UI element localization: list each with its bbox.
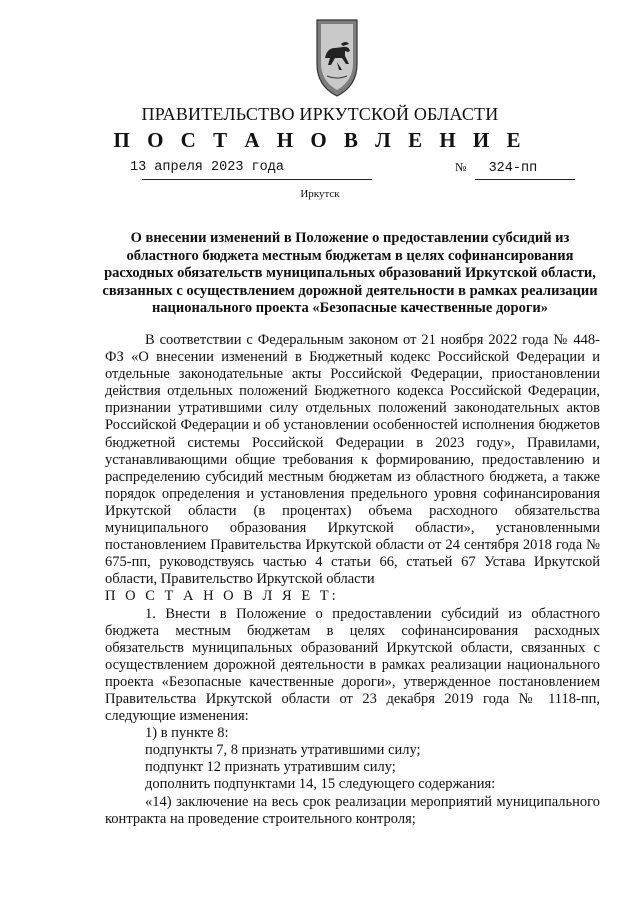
document-number bbox=[455, 160, 537, 176]
number-underline bbox=[475, 179, 575, 180]
document-body bbox=[105, 332, 600, 828]
decree-word: П О С Т А Н О В Л Я Е Т: bbox=[105, 588, 339, 605]
city-name: Иркутск bbox=[300, 188, 340, 200]
date-value: 13 апреля 2023 года bbox=[130, 160, 284, 175]
item-1-paragraph: 1. Внести в Положение о предоставлении субсидий из областного бюджета местным бюджетам в целях софинансирования расходных обязательств муниципальных образований Иркутской области, связанных с осуществлением дорожной деятельности в рамках реализации национального проекта «Безопасные качественные дороги», утвержденное постановлением Правительства Иркутской области от 23 декабря 2019 года № 1118-пп, следующие изменения: bbox=[105, 605, 600, 725]
number-value: 324-пп bbox=[488, 161, 538, 176]
document-subject: О внесении изменений в Положение о предоставлении субсидий из областного бюджета местным бюджетам в целях софинансирования расходных обязательств муниципальных образований Иркутской области, связанных с осуществлением дорожной деятельности в рамках реализации национального проекта «Безопасные качественные дороги» bbox=[102, 230, 598, 316]
document-date bbox=[130, 160, 284, 175]
subitem-14: «14) заключение на весь срок реализации мероприятий муниципального контракта на проведение строительного контроля; bbox=[105, 793, 600, 827]
government-title: ПРАВИТЕЛЬСТВО ИРКУТСКОЙ ОБЛАСТИ bbox=[141, 104, 499, 124]
number-sign: № bbox=[455, 160, 467, 174]
subitem-1b: подпункт 12 признать утратившим силу; bbox=[145, 759, 396, 776]
subitem-1a: подпункты 7, 8 признать утратившими силу; bbox=[145, 742, 421, 759]
coat-of-arms-icon bbox=[315, 18, 359, 98]
preamble-paragraph: В соответствии с Федеральным законом от 21 ноября 2022 года № 448-ФЗ «О внесении изменений в Бюджетный кодекс Российской Федерации и отдельные законодательные акты Российской Федерации, приостановлении действия отдельных положений Бюджетного кодекса Российской Федерации, признании утратившими силу отдельных положений законодательных актов Российской Федерации и об установлении особенностей исполнения бюджетов бюджетной системы Российской Федерации в 2023 году», Правилами, устанавливающими общие требования к формированию, предоставлению и распределению субсидий местным бюджетам из областного бюджета, а также порядок определения и установления предельного уровня софинансирования Иркутской области (в процентах) объема расходного обязательства муниципального образования Иркутской области», установленными постановлением Правительства Иркутской области от 24 сентября 2018 года № 675-пп, руководствуясь частью 4 статьи 66, статьей 67 Устава Иркутской области, Правительство Иркутской области bbox=[105, 332, 600, 588]
date-underline bbox=[142, 179, 372, 180]
document-type: П О С Т А Н О В Л Е Н И Е bbox=[113, 128, 527, 152]
subitem-1: 1) в пункте 8: bbox=[145, 725, 229, 742]
subitem-1c: дополнить подпунктами 14, 15 следующего содержания: bbox=[145, 776, 496, 793]
